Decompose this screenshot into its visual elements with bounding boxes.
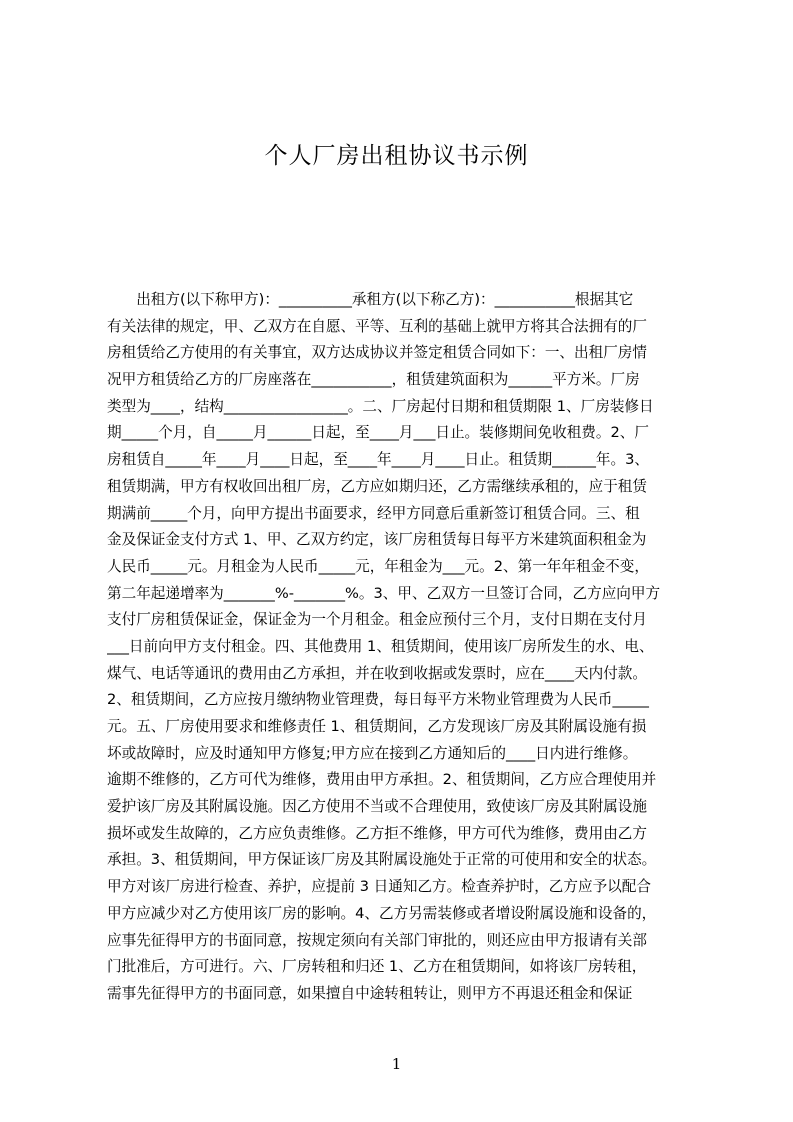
body-line: 租赁期满，甲方有权收回出租厂房，乙方应如期归还，乙方需继续承租的，应于租赁 (107, 477, 647, 495)
body-line: 坏或故障时，应及时通知甲方修复;甲方应在接到乙方通知后的____日内进行维修。 (107, 744, 638, 762)
body-line: 期_____个月，自_____月______日起，至____月___日止。装修期间免收租费。2、厂 (107, 424, 649, 442)
document-title: 个人厂房出租协议书示例 (264, 143, 529, 169)
body-line: 爱护该厂房及其附属设施。因乙方使用不当或不合理使用，致使该厂房及其附属设施 (107, 798, 647, 816)
body-line: ___日前向甲方支付租金。四、其他费用 1、租赁期间，使用该厂房所发生的水、电、 (107, 637, 654, 655)
document-body (107, 287, 700, 1008)
body-line: 承担。3、租赁期间，甲方保证该厂房及其附属设施处于正常的可使用和安全的状态。 (107, 851, 657, 869)
body-line: 逾期不维修的，乙方可代为维修，费用由甲方承担。2、租赁期间，乙方应合理使用并 (107, 771, 657, 789)
body-line: 有关法律的规定，甲、乙双方在自愿、平等、互利的基础上就甲方将其合法拥有的厂 (107, 317, 647, 335)
body-line: 煤气、电话等通讯的费用由乙方承担，并在收到收据或发票时，应在____天内付款。 (107, 664, 647, 682)
body-line: 甲方对该厂房进行检查、养护，应提前 3 日通知乙方。检查养护时，乙方应予以配合 (107, 878, 651, 896)
body-line: 房租赁自_____年____月____日起，至____年____月____日止。租赁期______年。3、 (107, 451, 649, 469)
body-line: 出租方(以下称甲方)：__________承租方(以下称乙方)：___________根据其它 (107, 291, 634, 308)
body-line: 期满前_____个月，向甲方提出书面要求，经甲方同意后重新签订租赁合同。三、租 (107, 504, 640, 522)
body-line: 人民币_____元。月租金为人民币_____元，年租金为___元。2、第一年年租金不变， (107, 557, 649, 575)
body-line: 支付厂房租赁保证金，保证金为一个月租金。租金应预付三个月，支付日期在支付月 (107, 611, 647, 629)
page-number: 1 (391, 1055, 402, 1073)
body-line: 应事先征得甲方的书面同意，按规定须向有关部门审批的，则还应由甲方报请有关部 (107, 931, 647, 949)
body-line: 2、租赁期间，乙方应按月缴纳物业管理费，每日每平方米物业管理费为人民币_____ (107, 691, 649, 709)
body-line: 门批准后，方可进行。六、厂房转租和归还 1、乙方在租赁期间，如将该厂房转租， (107, 958, 647, 976)
body-line: 房租赁给乙方使用的有关事宜，双方达成协议并签定租赁合同如下：一、出租厂房情 (107, 344, 647, 362)
body-line: 需事先征得甲方的书面同意，如果擅自中途转租转让，则甲方不再退还租金和保证 (107, 984, 633, 1002)
body-line: 甲方应减少对乙方使用该厂房的影响。4、乙方另需装修或者增设附属设施和设备的， (107, 904, 657, 922)
body-line: 金及保证金支付方式 1、甲、乙双方约定，该厂房租赁每日每平方米建筑面积租金为 (107, 531, 647, 549)
body-line: 类型为____，结构_________________。二、厂房起付日期和租赁期限 1、厂房装修日 (107, 397, 654, 415)
body-line: 第二年起递增率为_______%-_______%。3、甲、乙双方一旦签订合同，乙方应向甲方 (107, 584, 661, 602)
body-line: 元。五、厂房使用要求和维修责任 1、租赁期间，乙方发现该厂房及其附属设施有损 (107, 718, 647, 735)
body-line: 况甲方租赁给乙方的厂房座落在___________，租赁建筑面积为______平方米。厂房 (107, 371, 640, 389)
body-line: 损坏或发生故障的，乙方应负责维修。乙方拒不维修，甲方可代为维修，费用由乙方 (107, 824, 647, 842)
